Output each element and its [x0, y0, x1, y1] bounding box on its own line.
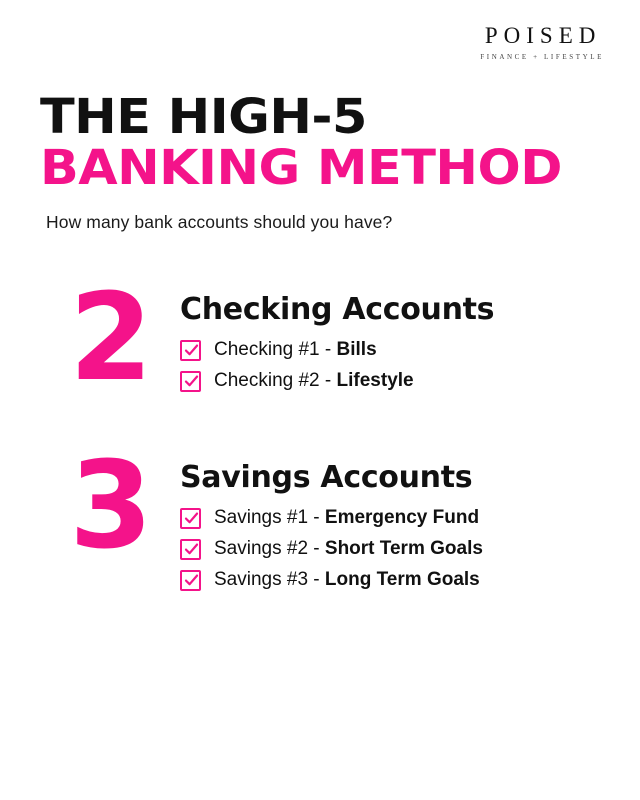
headline-line-2: BANKING METHOD: [40, 140, 562, 197]
list-item-text: [214, 339, 377, 361]
list-item-label: Checking #2 -: [214, 370, 337, 391]
list-item-emphasis: Lifestyle: [336, 370, 414, 391]
page-title: [40, 89, 610, 197]
list-item-label: Checking #1 -: [214, 339, 337, 360]
list-item-text: [214, 569, 480, 591]
checkmark-icon: [180, 570, 201, 591]
brand-name: POISED: [484, 23, 602, 48]
list-item-label: Savings #1 -: [214, 507, 325, 528]
savings-body: [180, 450, 610, 600]
headline-line-1: THE HIGH-5: [40, 89, 367, 145]
list-item-emphasis: Long Term Goals: [324, 569, 480, 590]
list-item-text: [214, 507, 479, 529]
checking-title: Checking Accounts: [180, 292, 495, 327]
list-item-label: Savings #3 -: [214, 569, 325, 590]
subheading: How many bank accounts should you have?: [46, 212, 393, 232]
checking-count: 2: [69, 269, 151, 408]
list-item-emphasis: Short Term Goals: [324, 538, 483, 559]
brand-tagline: FINANCE + LIFESTYLE: [480, 53, 604, 61]
account-group-savings: [40, 437, 610, 600]
checkmark-icon: [180, 340, 201, 361]
list-item-emphasis: Emergency Fund: [324, 507, 480, 528]
list-item-text: [214, 370, 414, 392]
list-item: [180, 507, 610, 529]
savings-count: 3: [69, 437, 151, 576]
checkmark-icon: [180, 539, 201, 560]
checkmark-icon: [180, 371, 201, 392]
list-item-text: [214, 538, 483, 560]
list-item-label: Savings #2 -: [214, 538, 325, 559]
list-item: [180, 370, 610, 392]
savings-title: Savings Accounts: [180, 460, 473, 495]
checking-body: [180, 282, 610, 401]
checkmark-icon: [180, 508, 201, 529]
list-item-emphasis: Bills: [336, 339, 377, 360]
brand-logo: [476, 24, 604, 61]
list-item: [180, 569, 610, 591]
list-item: [180, 339, 610, 361]
list-item: [180, 538, 610, 560]
account-group-checking: [40, 269, 610, 408]
